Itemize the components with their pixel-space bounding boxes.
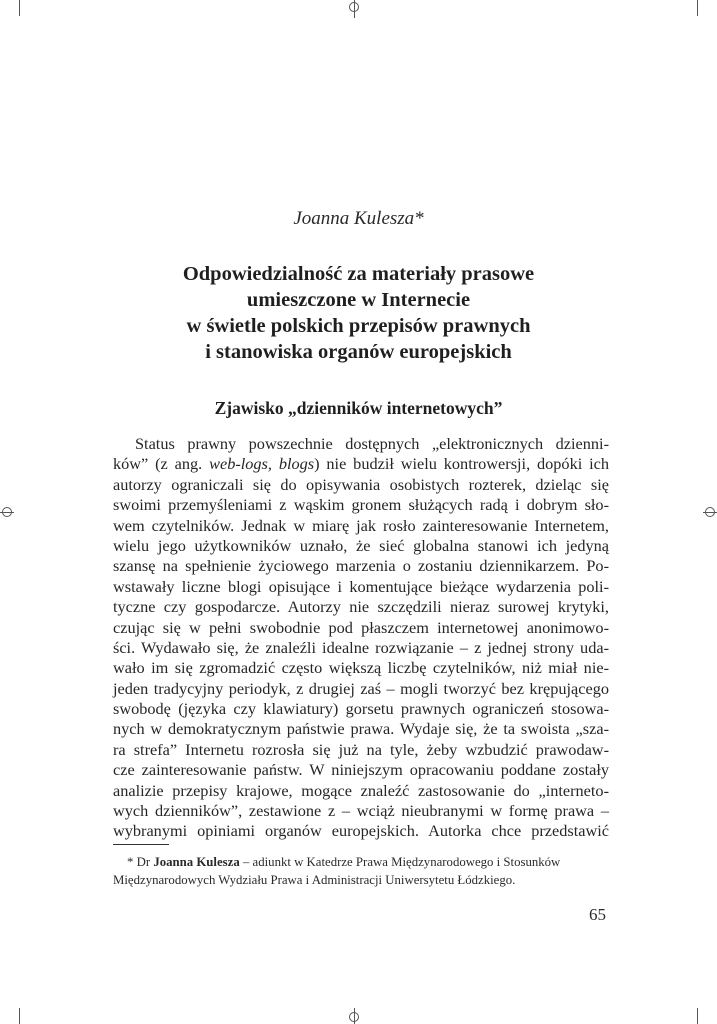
- crop-mark-bottom-right: [697, 1008, 698, 1024]
- title-line: umieszczone w Internecie: [246, 289, 471, 311]
- crop-mark-top-right: [697, 0, 698, 16]
- body-line-part: ) nie budził wielu kontrowersji, dopóki ich: [314, 454, 610, 474]
- footnote-separator: [113, 844, 169, 845]
- body-line: [113, 454, 609, 474]
- body-line: nych w demokratycznym państwie prawa. Wydaje się, że ta swoista „sza-: [113, 719, 609, 739]
- body-line: czując się w pełni swobodnie pod płaszczem internetowej anonimowo-: [113, 617, 609, 637]
- footnote-marker: *: [127, 855, 134, 869]
- footnote-line: [113, 853, 613, 871]
- registration-circle-left: [2, 507, 12, 517]
- body-line-part: ków” (z ang.: [113, 454, 210, 474]
- footnote-line: Międzynarodowych Wydziału Prawa i Administracji Uniwersytetu Łódzkiego.: [113, 873, 516, 887]
- section-heading: Zjawisko „dzienników internetowych”: [214, 398, 503, 418]
- body-line: wało im się zgromadzić często większą liczbę czytelników, niż miał nie-: [113, 658, 609, 678]
- crop-mark-top-left: [19, 0, 20, 16]
- body-line: analizie przepisy krajowe, mogące znaleźć zastosowanie do „interneto-: [113, 780, 609, 800]
- body-line: wych dzienników”, zestawione z – wciąż nieubranymi w formę prawa –: [113, 801, 609, 821]
- author-name: Joanna Kulesza*: [293, 208, 424, 229]
- title-line: i stanowiska organów europejskich: [205, 341, 512, 363]
- page-number: 65: [589, 905, 606, 924]
- body-line: szansę na spełnienie życiowego marzenia o zostaniu dziennikarzem. Po-: [113, 556, 609, 576]
- body-line: wybranymi opiniami organów europejskich. Autorka chce przedstawić: [113, 821, 609, 841]
- body-line: cze zainteresowanie państw. W niniejszym opracowaniu poddane zostały: [113, 760, 609, 780]
- body-line: wem czytelników. Jednak w miarę jak rosło zainteresowanie Internetem,: [113, 515, 609, 535]
- body-line: ści. Wydawało się, że znaleźli idealne rozwiązanie – z jednej strony uda-: [113, 637, 609, 657]
- registration-circle-bottom: [349, 1012, 359, 1022]
- body-line: Status prawny powszechnie dostępnych „elektronicznych dzienni-: [135, 434, 609, 453]
- body-line: wstawały liczne blogi opisujące i komentujące bieżące wydarzenia poli-: [113, 576, 609, 596]
- footnote-author-name: Joanna Kulesza: [153, 855, 240, 869]
- title-line: Odpowiedzialność za materiały prasowe: [182, 263, 535, 285]
- registration-circle-right: [705, 507, 715, 517]
- body-line: jeden tradycyjny periodyk, z drugiej zaś – mogli tworzyć bez krępującego: [113, 678, 609, 698]
- footnote-text: – adiunkt w Katedrze Prawa Międzynarodowego i Stosunków: [242, 855, 561, 869]
- body-line: swobodę (języka czy klawiatury) gorsetu prawnych ograniczeń stosowa-: [113, 699, 609, 719]
- body-line: tyczne czy gospodarcze. Autorzy nie szczędzili nieraz surowej krytyki,: [113, 597, 609, 617]
- body-line: autorzy ograniczali się do opisywania osobistych rozterek, dzieląc się: [113, 474, 609, 494]
- body-line: swoimi przemyśleniami z wąskim gronem służących radą i dobrym sło-: [113, 495, 609, 515]
- registration-circle-top: [349, 2, 359, 12]
- crop-mark-bottom-left: [19, 1008, 20, 1024]
- body-text: [113, 434, 609, 842]
- title-line: w świetle polskich przepisów prawnych: [186, 315, 531, 337]
- body-line: ra strefa” Internetu rozrosła się już na tyle, żeby wzbudzić prawodaw-: [113, 739, 609, 759]
- footnote: [113, 853, 613, 889]
- footnote-prefix: Dr: [136, 855, 151, 869]
- body-line: wielu jego użytkowników uznało, że sieć globalna stanowi ich jedyną: [113, 535, 609, 555]
- article-title: [60, 261, 657, 365]
- body-line-italic: web-logs, blogs: [209, 454, 315, 474]
